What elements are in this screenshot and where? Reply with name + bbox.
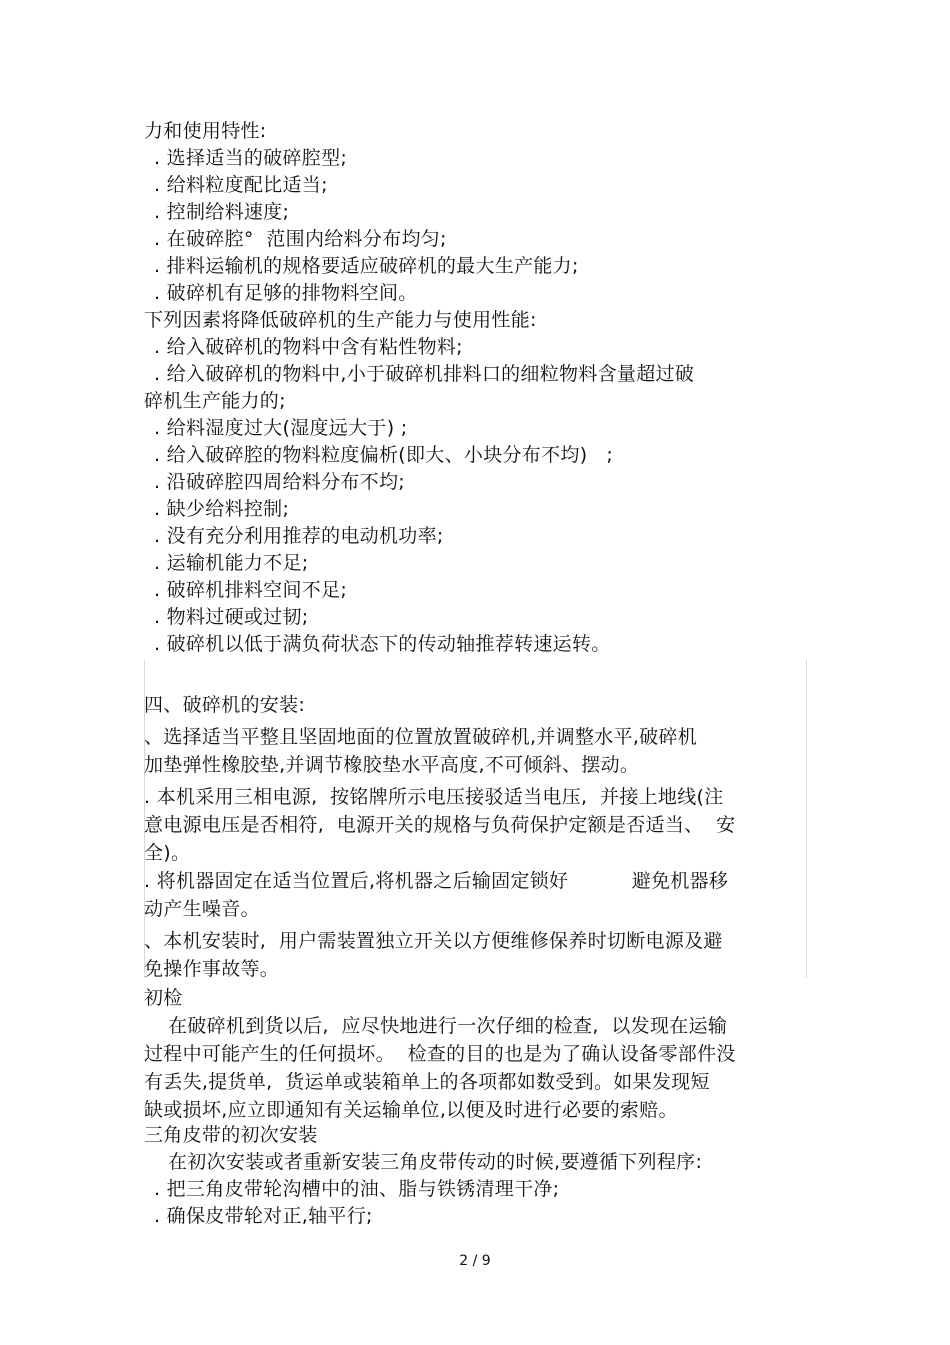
paragraph-line: 有丢失,提货单, 货运单或装箱单上的各项都如数受到。如果发现短 (144, 1071, 710, 1093)
text-line: 碎机生产能力的; (144, 390, 286, 412)
list-item: . 破碎机有足够的排物料空间。 (154, 282, 418, 304)
list-item: . 给料粒度配比适当; (154, 174, 328, 196)
list-item: . 把三角皮带轮沟槽中的油、脂与铁锈清理干净; (154, 1178, 560, 1200)
section-heading: 三角皮带的初次安装 (144, 1124, 318, 1146)
list-item: . 给入破碎机的物料中,小于破碎机排料口的细粒物料含量超过破 (154, 363, 695, 385)
list-item: . 缺少给料控制; (154, 498, 290, 520)
text-line: . 将机器固定在适当位置后,将机器之后输固定锁好 避免机器移 (144, 870, 729, 892)
list-item: . 给入破碎机的物料中含有粘性物料; (154, 336, 463, 358)
list-item: . 排料运输机的规格要适应破碎机的最大生产能力; (154, 255, 579, 277)
list-item: . 沿破碎腔四周给料分布不均; (154, 471, 405, 493)
paragraph-line: 过程中可能产生的任何损坏。 检查的目的也是为了确认设备零部件没 (144, 1043, 736, 1065)
text-line: 意电源电压是否相符, 电源开关的规格与负荷保护定额是否适当、 安 (144, 814, 736, 836)
text-line: 加垫弹性橡胶垫,并调节橡胶垫水平高度,不可倾斜、摆动。 (144, 754, 640, 776)
section-heading: 初检 (144, 987, 183, 1009)
section-heading: 四、破碎机的安装: (144, 694, 306, 716)
list-item: . 没有充分利用推荐的电动机功率; (154, 525, 444, 547)
right-border-rule (806, 660, 807, 978)
text-line: 、选择适当平整且坚固地面的位置放置破碎机,并调整水平,破碎机 (144, 726, 698, 748)
list-item: . 选择适当的破碎腔型; (154, 147, 348, 169)
text-line: 动产生噪音。 (144, 898, 260, 920)
text-line: 免操作事故等。 (144, 958, 280, 980)
text-line: 全)。 (144, 842, 191, 864)
list-item: . 运输机能力不足; (154, 552, 309, 574)
text-line: 、本机安装时, 用户需装置独立开关以方便维修保养时切断电源及避 (144, 930, 723, 952)
list-item: . 破碎机排料空间不足; (154, 579, 348, 601)
list-item: . 给入破碎腔的物料粒度偏析(即大、小块分布不均) ; (154, 444, 614, 466)
list-item: . 给料湿度过大(湿度远大于) ; (154, 417, 408, 439)
paragraph-line: 缺或损坏,应立即通知有关运输单位,以便及时进行必要的索赔。 (144, 1099, 678, 1121)
list-item: . 物料过硬或过韧; (154, 606, 309, 628)
text-line: 下列因素将降低破碎机的生产能力与使用性能: (144, 309, 537, 331)
paragraph-line: 在破碎机到货以后, 应尽快地进行一次仔细的检查, 以发现在运输 (168, 1015, 728, 1037)
list-item: . 在破碎腔° 范围内给料分布均匀; (154, 228, 447, 250)
page-number: 2 / 9 (459, 1253, 491, 1269)
text-line: 力和使用特性: (144, 120, 267, 142)
list-item: . 破碎机以低于满负荷状态下的传动轴推荐转速运转。 (154, 633, 611, 655)
paragraph-line: 在初次安装或者重新安装三角皮带传动的时候,要遵循下列程序: (168, 1151, 703, 1173)
text-line: . 本机采用三相电源, 按铭牌所示电压接驳适当电压, 并接上地线(注 (144, 786, 724, 808)
list-item: . 控制给料速度; (154, 201, 290, 223)
list-item: . 确保皮带轮对正,轴平行; (154, 1205, 373, 1227)
